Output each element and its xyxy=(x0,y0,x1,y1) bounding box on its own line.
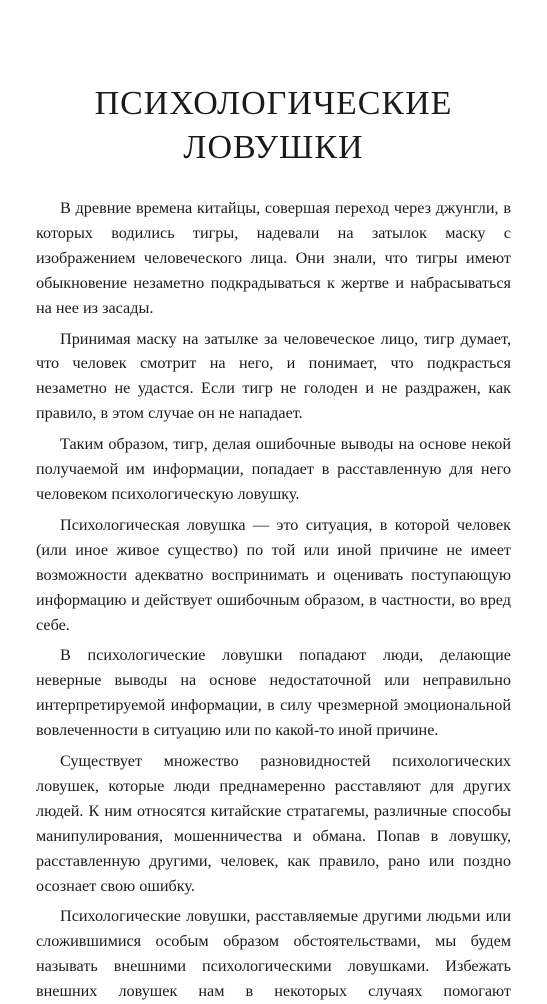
chapter-title-line-2: ЛОВУШКИ xyxy=(183,129,364,166)
chapter-title xyxy=(36,82,511,170)
paragraph-5: В психологические ловушки попадают люди, делающие неверные выводы на основе недостаточной или неправильно интерпретируемой информации, в силу чрезмерной эмоциональной вовлеченности в ситуацию или по какой-то иной причине. xyxy=(36,646,511,740)
paragraph-6: Существует множество разновидностей психологических ловушек, которые люди преднамеренно расставляют для других людей. К ним относятся китайские стратагемы, различные способы манипулирования, мошенничества и обмана. Попав в ловушку, расставленную другими, человек, как правило, рано или поздно осознает свою ошибку. xyxy=(36,752,511,895)
paragraph-4: Психологическая ловушка — это ситуация, в которой человек (или иное живое существо) по той или иной причине не имеет возможности адекватно воспринимать и оценивать поступающую информацию и действует ошибочным образом, в частности, во вред себе. xyxy=(36,515,511,634)
paragraph-1: В древние времена китайцы, совершая переход через джунгли, в которых водились тигры, надевали на затылок маску с изображением человеческого лица. Они знали, что тигры имеют обыкновение незаметно подкрадываться к жертве и набрасываться на нее из засады. xyxy=(36,199,511,317)
chapter-title-line-1: ПСИХОЛОГИЧЕСКИЕ xyxy=(94,85,453,122)
paragraph-3: Таким образом, тигр, делая ошибочные выводы на основе некой получаемой им информации, попадает в расставленную для него человеком психологическую ловушку. xyxy=(36,435,511,503)
paragraph-7: Психологические ловушки, расставляемые другими людьми или сложившимися особым образом обстоятельствами, мы будем называть внешними психологическими ловушками. Избежать внешних ловушек нам в некоторых случаях помогают xyxy=(36,907,511,1001)
chapter-body xyxy=(36,196,511,1004)
paragraph-2: Принимая маску на затылке за человеческое лицо, тигр думает, что человек смотрит на него, и понимает, что подкрасться незаметно не удастся. Если тигр не голоден и не раздражен, как правило, в этом случае он не нападает. xyxy=(36,329,511,423)
